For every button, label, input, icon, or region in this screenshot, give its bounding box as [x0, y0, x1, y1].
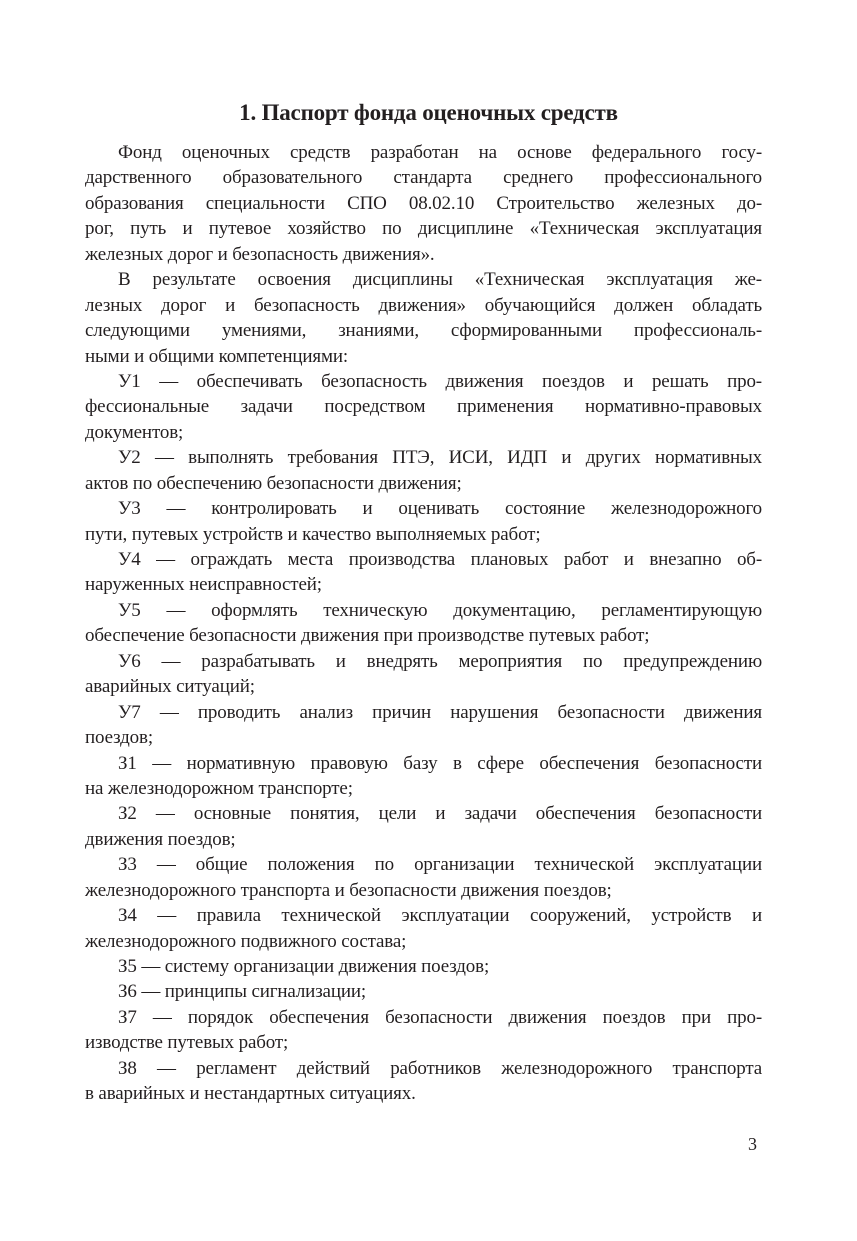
text-line: З5 — систему организации движения поездов;	[118, 956, 490, 977]
section-title: 1. Паспорт фонда оценочных средств	[239, 100, 618, 125]
page-number: 3	[748, 1134, 757, 1154]
text-line: У3 — контролировать и оценивать состояние железнодорожного	[118, 498, 762, 520]
text-line: З8 — регламент действий работников железнодорожного транспорта	[118, 1057, 762, 1079]
text-line: З3 — общие положения по организации технической эксплуатации	[118, 854, 762, 876]
paragraph	[85, 445, 762, 496]
paragraph	[85, 547, 762, 598]
text-line: аварийных ситуаций;	[85, 676, 255, 698]
paragraph	[85, 1056, 762, 1107]
paragraph	[85, 751, 762, 802]
text-line: изводстве путевых работ;	[85, 1032, 289, 1054]
paragraph	[85, 1005, 762, 1056]
text-line: У5 — оформлять техническую документацию, регламентирующую	[118, 599, 762, 621]
text-line: фессиональные задачи посредством применения нормативно-правовых	[85, 396, 762, 418]
text-line: следующими умениями, знаниями, сформированными профессиональ-	[85, 320, 762, 342]
paragraph	[85, 369, 762, 445]
text-line: пути, путевых устройств и качество выполняемых работ;	[85, 523, 541, 545]
paragraph	[85, 598, 762, 649]
paragraph	[85, 649, 762, 700]
paragraph	[85, 700, 762, 751]
paragraph	[85, 903, 762, 954]
text-line: железнодорожного транспорта и безопасности движения поездов;	[85, 879, 612, 901]
text-line: документов;	[85, 421, 184, 443]
text-line: лезных дорог и безопасность движения» обучающийся должен обладать	[85, 294, 762, 316]
paragraph	[85, 801, 762, 852]
text-line: образования специальности СПО 08.02.10 Строительство железных до-	[85, 192, 762, 214]
text-line: рог, путь и путевое хозяйство по дисциплине «Техническая эксплуатация	[85, 218, 762, 240]
text-line: в аварийных и нестандартных ситуациях.	[85, 1083, 416, 1105]
text-line: дарственного образовательного стандарта среднего профессионального	[85, 167, 762, 189]
document-body	[85, 140, 762, 1107]
text-line: движения поездов;	[85, 828, 236, 850]
paragraph	[85, 852, 762, 903]
text-line: З6 — принципы сигнализации;	[118, 981, 367, 1003]
text-line: поездов;	[85, 727, 153, 749]
text-line: У4 — ограждать места производства плановых работ и внезапно об-	[118, 549, 762, 570]
text-line: железнодорожного подвижного состава;	[85, 930, 407, 952]
paragraph	[85, 140, 762, 267]
text-line: Фонд оценочных средств разработан на основе федерального госу-	[118, 142, 762, 163]
paragraph	[85, 267, 762, 369]
text-line: З7 — порядок обеспечения безопасности движения поездов при про-	[118, 1006, 762, 1028]
text-line: ными и общими компетенциями:	[85, 345, 348, 367]
text-line: У6 — разрабатывать и внедрять мероприятия по предупреждению	[118, 650, 762, 672]
text-line: З2 — основные понятия, цели и задачи обеспечения безопасности	[118, 803, 762, 825]
text-line: наруженных неисправностей;	[85, 574, 322, 596]
text-line: обеспечение безопасности движения при производстве путевых работ;	[85, 625, 650, 647]
text-line: актов по обеспечению безопасности движения;	[85, 472, 462, 494]
paragraph	[85, 954, 762, 979]
text-line: В результате освоения дисциплины «Техническая эксплуатация же-	[118, 269, 762, 291]
text-line: У7 — проводить анализ причин нарушения безопасности движения	[118, 701, 762, 723]
text-line: З4 — правила технической эксплуатации сооружений, устройств и	[118, 905, 762, 927]
text-line: У2 — выполнять требования ПТЭ, ИСИ, ИДП и других нормативных	[118, 447, 762, 469]
paragraph	[85, 496, 762, 547]
text-line: З1 — нормативную правовую базу в сфере обеспечения безопасности	[118, 752, 762, 774]
paragraph	[85, 979, 762, 1004]
text-line: У1 — обеспечивать безопасность движения поездов и решать про-	[118, 370, 762, 392]
text-line: на железнодорожном транспорте;	[85, 777, 353, 799]
text-line: железных дорог и безопасность движения».	[85, 243, 435, 265]
